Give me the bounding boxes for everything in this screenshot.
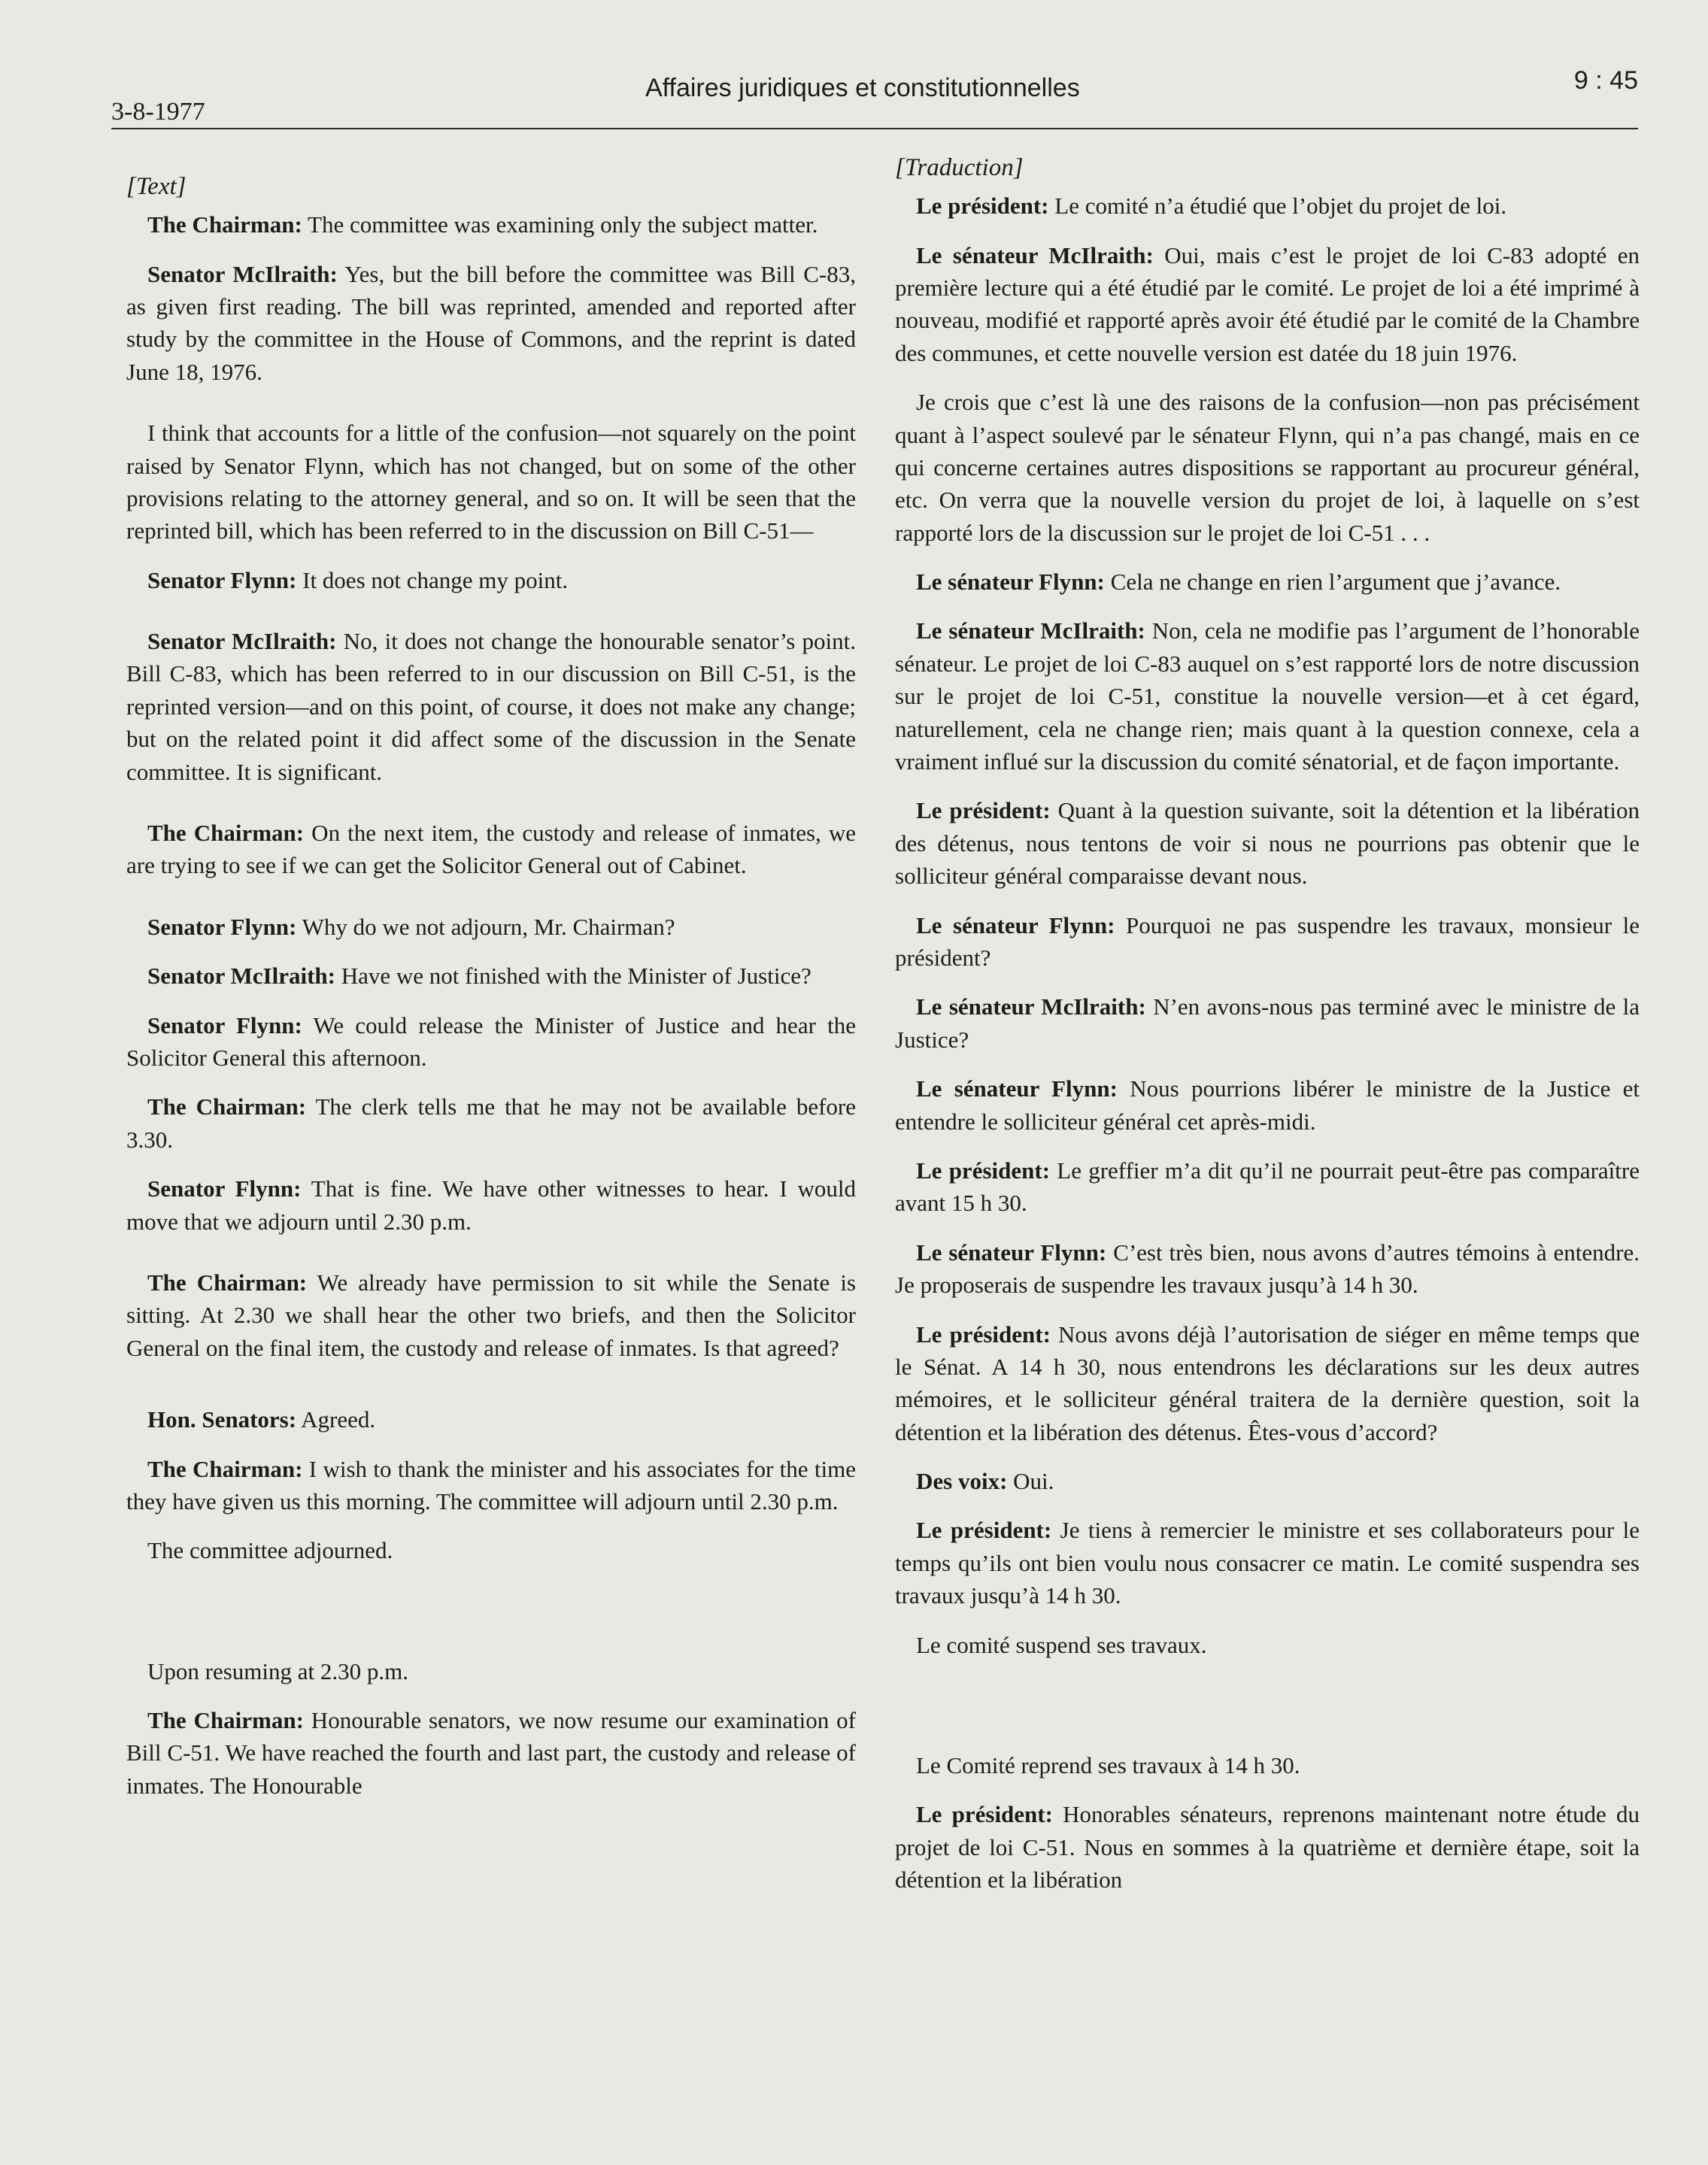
speaker: Le sénateur McIlraith: <box>916 993 1146 1020</box>
paragraph <box>126 1009 856 1075</box>
paragraph <box>895 909 1640 975</box>
speech: Le comité n’a étudié que l’objet du projet de loi. <box>1048 193 1507 220</box>
speaker: Le sénateur Flynn: <box>916 911 1115 938</box>
paragraph <box>126 258 856 389</box>
speech: Non, cela ne modifie pas l’argument de l’honorable sénateur. Le projet de loi C-83 auquel on s’est rapporté lors de notre discussion sur le projet de loi C-51, constitue la nouvelle version—et à cet égard, naturellement, cela ne change rien; mais quant à la question connexe, cela a vraiment influé sur la discussion du comité sénatorial, et de façon importante. <box>895 617 1640 775</box>
speaker: Senator McIlraith: <box>147 963 335 990</box>
speaker: The Chairman: <box>147 1455 303 1482</box>
speech: Quant à la question suivante, soit la détention et la libération des détenus, nous tentons de voir si nous ne pourrions pas obtenir que le solliciteur général comparaisse devant nous. <box>895 797 1640 890</box>
speech: The committee was examining only the subject matter. <box>302 211 818 238</box>
speaker: Le président: <box>916 1517 1052 1544</box>
speaker: Des voix: <box>916 1468 1008 1495</box>
speech: Cela ne change en rien l’argument que j’avance. <box>1104 569 1561 596</box>
speaker: Le président: <box>916 193 1049 220</box>
speech: Honorables sénateurs, reprenons maintenant notre étude du projet de loi C-51. Nous en sommes à la quatrième et dernière étape, soit la détention et la libération <box>895 1801 1640 1894</box>
speaker: Le sénateur Flynn: <box>916 1239 1107 1266</box>
paragraph <box>126 960 856 992</box>
speech: Le comité suspend ses travaux. <box>916 1631 1207 1658</box>
speaker: Senator McIlraith: <box>147 628 337 655</box>
english-column <box>126 169 856 1818</box>
speaker: The Chairman: <box>147 820 305 847</box>
speech: Pourquoi ne pas suspendre les travaux, monsieur le président? <box>895 911 1640 971</box>
speaker: Senator Flynn: <box>147 913 297 940</box>
speaker: Hon. Senators: <box>147 1406 297 1433</box>
paragraph <box>895 239 1640 370</box>
paragraph <box>126 417 856 547</box>
paragraph <box>126 911 856 943</box>
speech: Nous pourrions libérer le ministre de la Justice et entendre le solliciteur général cet après-midi. <box>895 1075 1640 1135</box>
speech: The clerk tells me that he may not be available before 3.30. <box>126 1093 856 1153</box>
speech: C’est très bien, nous avons d’autres témoins à entendre. Je proposerais de suspendre les travaux jusqu’à 14 h 30. <box>895 1239 1640 1299</box>
speech: That is fine. We have other witnesses to hear. I would move that we adjourn until 2.30 p.m. <box>126 1175 856 1235</box>
paragraph <box>895 794 1640 892</box>
paragraph <box>895 1236 1640 1302</box>
speech: I think that accounts for a little of the confusion—not squarely on the point raised by Senator Flynn, which has not changed, but on some of the other provisions relating to the attorney general, and so on. It will be seen that the reprinted bill, which has been referred to in the discussion on Bill C-51— <box>126 420 856 544</box>
speaker: Le président: <box>916 1157 1051 1184</box>
speaker: Senator Flynn: <box>147 566 297 593</box>
speaker: Senator McIlraith: <box>147 260 338 287</box>
speaker: The Chairman: <box>147 1707 304 1734</box>
header-date: 3-8-1977 <box>111 98 205 126</box>
speaker: Senator Flynn: <box>147 1011 302 1039</box>
speech: Have we not finished with the Minister of Justice? <box>335 963 812 990</box>
paragraph <box>895 386 1640 549</box>
paragraph <box>895 566 1640 598</box>
speech: Yes, but the bill before the committee was Bill C-83, as given first reading. The bill was reprinted, amended and reported after study by the committee in the House of Commons, and the reprint is dated June 18, 1976. <box>126 260 857 385</box>
paragraph <box>126 564 856 596</box>
paragraph <box>895 1749 1640 1781</box>
paragraph <box>126 1534 856 1566</box>
paragraph <box>895 1514 1640 1612</box>
speech: Nous avons déjà l’autorisation de siéger en même temps que le Sénat. A 14 h 30, nous entendrons les déclarations sur les deux autres mémoires, et le solliciteur général traitera de la dernière question, soit la détention et la libération des détenus. Êtes-vous d’accord? <box>895 1321 1640 1445</box>
speech: No, it does not change the honourable senator’s point. Bill C-83, which has been referred to in our discussion on Bill C-51, is the reprinted version—and on this point, of course, it does not make any change; but on the related point it did affect some of the discussion in the Senate committee. It is significant. <box>126 628 857 785</box>
speech: Why do we not adjourn, Mr. Chairman? <box>296 913 675 940</box>
paragraph <box>895 1318 1640 1449</box>
speech: Je crois que c’est là une des raisons de la confusion—non pas précisément quant à l’aspect soulevé par le sénateur Flynn, qui n’a pas changé, mais en ce qui concerne certaines autres dispositions se rapportant au procureur général, etc. On verra que la nouvelle version du projet de loi, à laquelle on s’est rapporté lors de la discussion sur le projet de loi C-51 . . . <box>895 389 1640 546</box>
speaker: Le président: <box>916 1801 1053 1828</box>
speech: Oui, mais c’est le projet de loi C-83 adopté en première lecture qui a été étudié par le comité. Le projet de loi a été imprimé à nouveau, modifié et rapporté après avoir été étudié par le comité de la Chambre des communes, et cette nouvelle version est datée du 18 juin 1976. <box>895 241 1640 366</box>
column-label: [Text] <box>126 173 187 200</box>
speech: I wish to thank the minister and his associates for the time they have given us this morning. The committee will adjourn until 2.30 p.m. <box>126 1455 856 1515</box>
speech: Oui. <box>1007 1468 1054 1495</box>
column-label: [Traduction] <box>895 154 1024 181</box>
paragraph <box>126 1172 856 1238</box>
speech: We already have permission to sit while the Senate is sitting. At 2.30 we shall hear the other two briefs, and then the Solicitor General on the final item, the custody and release of inmates. Is that agreed? <box>126 1269 856 1361</box>
speech: Agreed. <box>296 1406 376 1433</box>
paragraph <box>895 1798 1640 1896</box>
speech: Le Comité reprend ses travaux à 14 h 30. <box>916 1752 1300 1779</box>
speech: Je tiens à remercier le ministre et ses collaborateurs pour le temps qu’ils ont bien voulu nous consacrer ce matin. Le comité suspendra ses travaux jusqu’à 14 h 30. <box>895 1517 1640 1609</box>
speaker: The Chairman: <box>147 211 302 238</box>
header-title: Affaires juridiques et constitutionnelles <box>645 74 1080 102</box>
speaker: Le sénateur McIlraith: <box>916 241 1154 268</box>
paragraph <box>126 1266 856 1364</box>
paragraph <box>895 1629 1640 1661</box>
paragraph <box>895 1465 1640 1497</box>
speech: On the next item, the custody and release of inmates, we are trying to see if we can get the Solicitor General out of Cabinet. <box>126 820 856 879</box>
speech: Le greffier m’a dit qu’il ne pourrait peut-être pas comparaître avant 15 h 30. <box>895 1157 1640 1217</box>
speaker: Senator Flynn: <box>147 1175 302 1202</box>
speaker: The Chairman: <box>147 1269 308 1296</box>
header-page-number: 9 : 45 <box>1573 66 1638 95</box>
paragraph <box>126 1090 856 1156</box>
speaker: Le président: <box>916 797 1051 824</box>
speech: N’en avons-nous pas terminé avec le ministre de la Justice? <box>895 993 1640 1053</box>
speech: Upon resuming at 2.30 p.m. <box>147 1657 408 1684</box>
speaker: Le président: <box>916 1321 1051 1348</box>
paragraph <box>126 1704 856 1802</box>
french-column <box>895 150 1640 1913</box>
speaker: Le sénateur Flynn: <box>916 569 1105 596</box>
speaker: Le sénateur McIlraith: <box>916 617 1145 644</box>
paragraph <box>126 817 856 882</box>
speech: It does not change my point. <box>296 566 569 593</box>
speech: We could release the Minister of Justice and hear the Solicitor General this afternoon. <box>126 1011 856 1071</box>
speaker: Le sénateur Flynn: <box>916 1075 1118 1102</box>
paragraph <box>895 1154 1640 1220</box>
speech: Honourable senators, we now resume our examination of Bill C-51. We have reached the fourth and last part, the custody and release of inmates. The Honourable <box>126 1707 856 1799</box>
page-header <box>111 60 1638 129</box>
speaker: The Chairman: <box>147 1093 307 1120</box>
paragraph <box>126 1655 856 1687</box>
paragraph <box>126 1453 856 1518</box>
paragraph <box>895 614 1640 778</box>
paragraph <box>895 1072 1640 1138</box>
paragraph <box>126 1403 856 1436</box>
paragraph <box>895 190 1640 222</box>
paragraph <box>126 208 856 241</box>
paragraph <box>126 625 856 788</box>
speech: The committee adjourned. <box>147 1537 393 1564</box>
paragraph <box>895 990 1640 1056</box>
